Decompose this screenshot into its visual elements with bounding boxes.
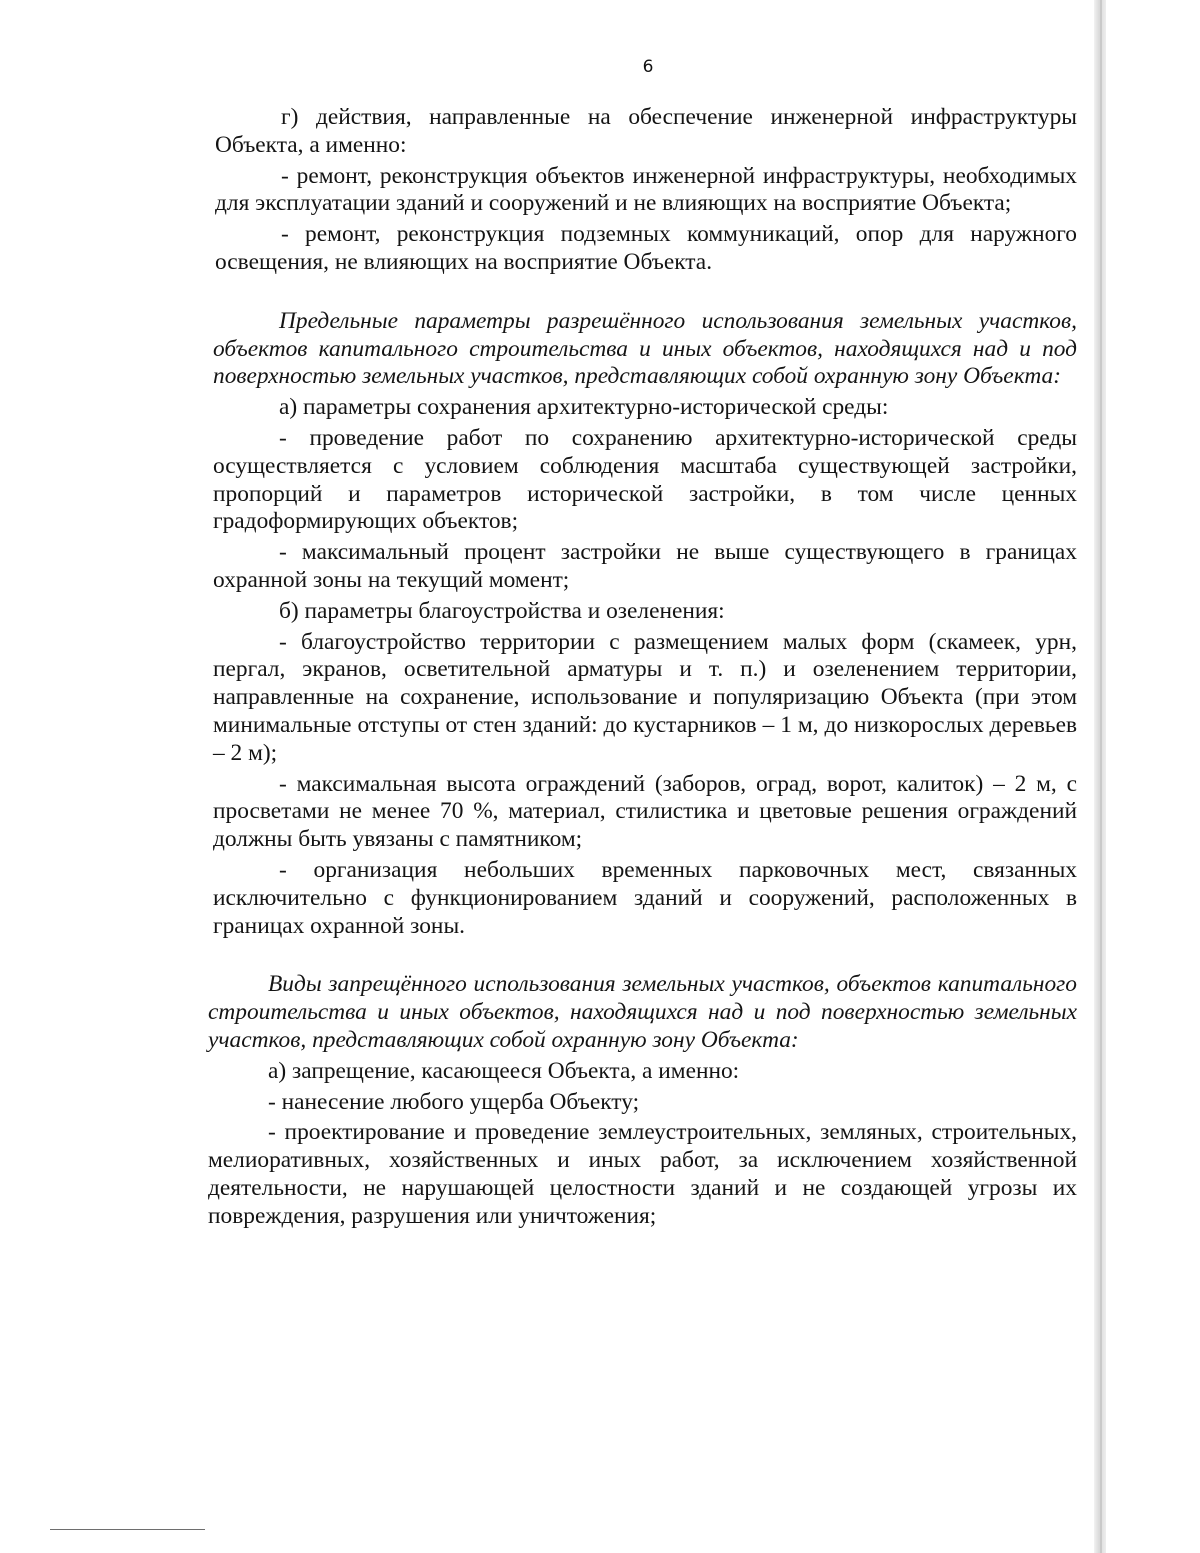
prohibited-heading: Виды запрещённого использования земельных участков, объектов капитального строительства и иных объектов, находящихся над и под поверхностью земельных участков, представляющих собой охранную зону Объекта:	[208, 971, 1077, 1053]
section-g-item-2: - ремонт, реконструкция подземных коммуникаций, опор для наружного освещения, не влияющих на восприятие Объекта.	[215, 221, 1077, 275]
parameters-section	[213, 308, 1077, 941]
prohibited-a-item-1: - нанесение любого ущерба Объекту;	[268, 1088, 640, 1115]
document-body	[208, 104, 1077, 1233]
prohibited-section	[208, 971, 1077, 1230]
parameters-a-item-1: - проведение работ по сохранению архитектурно-исторической среды осуществляется с условием соблюдения масштаба существующей застройки, пропорций и параметров исторической застройки, в том числе ценных градоформирующих объектов;	[213, 424, 1077, 535]
footnote-rule	[50, 1529, 205, 1530]
parameters-b-item-2: - максимальная высота ограждений (заборов, оград, ворот, калиток) – 2 м, с просветами не менее 70 %, материал, стилистика и цветовые решения ограждений должны быть увязаны с памятником;	[213, 770, 1077, 853]
parameters-a-item-2: - максимальный процент застройки не выше существующего в границах охранной зоны на текущий момент;	[213, 539, 1077, 593]
parameters-heading: Предельные параметры разрешённого использования земельных участков, объектов капитального строительства и иных объектов, находящихся над и под поверхностью земельных участков, представляющих собой охранную зону Объекта:	[213, 307, 1077, 390]
spacer	[215, 943, 1077, 971]
parameters-a-title: а) параметры сохранения архитектурно-исторической среды:	[279, 394, 889, 421]
parameters-b-item-3: - организация небольших временных парковочных мест, связанных исключительно с функционированием зданий и сооружений, расположенных в границах охранной зоны.	[213, 856, 1077, 939]
scan-edge-line	[1100, 0, 1102, 1553]
prohibited-a-title: а) запрещение, касающееся Объекта, а именно:	[268, 1057, 740, 1084]
parameters-b-title: б) параметры благоустройства и озеленения:	[279, 597, 725, 624]
prohibited-a-item-2: - проектирование и проведение землеустроительных, земляных, строительных, мелиоративных, хозяйственных и иных работ, за исключением хозяйственной деятельности, не нарушающей целостности зданий и не создающей угрозы их повреждения, разрушения или уничтожения;	[208, 1119, 1077, 1229]
section-g-item-1: - ремонт, реконструкция объектов инженерной инфраструктуры, необходимых для эксплуатации зданий и сооружений и не влияющих на восприятие Объекта;	[215, 162, 1077, 217]
parameters-b-item-1: - благоустройство территории с размещением малых форм (скамеек, урн, пергал, экранов, осветительной арматуры и т. п.) и озеленением территории, направленные на сохранение, использование и популяризацию Объекта (при этом минимальные отступы от стен зданий: до кустарников – 1 м, до низкорослых деревьев – 2 м);	[213, 628, 1077, 766]
section-g-intro: г) действия, направленные на обеспечение инженерной инфраструктуры Объекта, а именно:	[215, 104, 1077, 158]
page-number: 6	[642, 57, 654, 77]
spacer	[215, 280, 1077, 308]
